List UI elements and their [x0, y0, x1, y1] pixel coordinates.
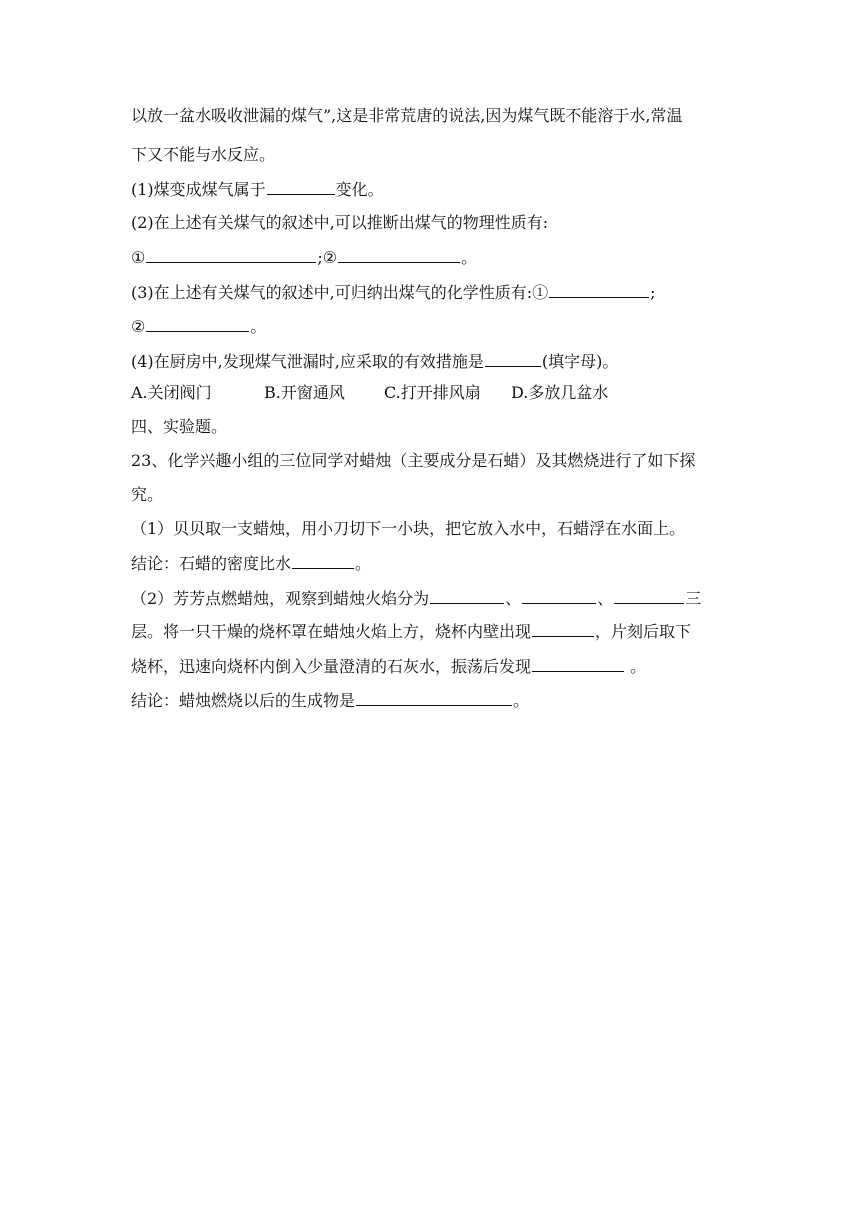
question-text: 、 — [505, 589, 522, 608]
question-text: (2)在上述有关煤气的叙述中,可以推断出煤气的物理性质有: — [131, 213, 549, 232]
question-text: 层。将一只干燥的烧杯罩在蜡烛火焰上方，烧杯内壁出现 — [131, 622, 532, 641]
question-text: （1）贝贝取一支蜡烛，用小刀切下一小块，把它放入水中，石蜡浮在水面上。 — [131, 519, 686, 538]
answer-blank[interactable] — [146, 247, 316, 263]
question-text: 。 — [513, 691, 530, 710]
question-text: (1)煤变成煤气属于 — [131, 180, 266, 199]
option-c[interactable]: C.打开排风扇 — [384, 383, 481, 402]
answer-blank[interactable] — [549, 282, 649, 298]
question-text: (填字母)。 — [541, 352, 619, 371]
question-1 — [131, 179, 384, 200]
answer-blank[interactable] — [356, 690, 512, 706]
conclusion-2 — [131, 690, 529, 711]
question-text: 。 — [355, 554, 372, 573]
section-title: 四、实验题。 — [131, 417, 228, 436]
part-2 — [131, 621, 691, 642]
question-text: 究。 — [131, 485, 164, 504]
part-2 — [131, 656, 646, 677]
question-text: ② — [131, 317, 146, 336]
question-text: 结论：石蜡的密度比水 — [131, 554, 292, 573]
answer-blank[interactable] — [267, 179, 335, 195]
section-heading — [131, 417, 227, 437]
part-2 — [131, 588, 701, 609]
question-text: (4)在厨房中,发现煤气泄漏时,应采取的有效措施是 — [131, 352, 484, 371]
paragraph-text: 下又不能与水反应。 — [131, 145, 276, 164]
answer-blank[interactable] — [292, 553, 354, 569]
answer-blank[interactable] — [146, 316, 249, 332]
question-text: 、 — [597, 589, 614, 608]
question-text: （2）芳芳点燃蜡烛，观察到蜡烛火焰分为 — [131, 589, 430, 608]
question-2 — [131, 213, 548, 233]
part-1 — [131, 519, 685, 539]
answer-blank[interactable] — [485, 351, 541, 367]
option-a[interactable]: A.关闭阀门 — [131, 383, 212, 402]
conclusion-1 — [131, 553, 371, 574]
question-text: 。 — [250, 317, 267, 336]
paragraph-text: 以放一盆水吸收泄漏的煤气”,这是非常荒唐的说法,因为煤气既不能溶于水,常温 — [131, 106, 683, 125]
answer-blank[interactable] — [522, 588, 596, 604]
question-text: 。 — [461, 248, 478, 267]
question-text: 结论：蜡烛燃烧以后的生成物是 — [131, 691, 356, 710]
question-text: ; — [650, 283, 656, 302]
question-23 — [131, 485, 163, 505]
answer-blank[interactable] — [532, 621, 594, 637]
text-line — [131, 145, 275, 165]
answer-blank[interactable] — [430, 588, 504, 604]
question-3 — [131, 282, 656, 303]
question-23 — [131, 451, 695, 471]
text-line — [131, 106, 682, 126]
question-text: 变化。 — [335, 180, 384, 199]
question-text: 烧杯，迅速向烧杯内倒入少量澄清的石灰水，振荡后发现 — [131, 657, 532, 676]
question-text: 23、化学兴趣小组的三位同学对蜡烛（主要成分是石蜡）及其燃烧进行了如下探 — [131, 451, 696, 470]
question-4-options — [131, 383, 608, 403]
question-text: (3)在上述有关煤气的叙述中,可归纳出煤气的化学性质有:① — [131, 283, 549, 302]
question-text: ;② — [317, 248, 338, 267]
question-2-answers — [131, 247, 477, 268]
answer-blank[interactable] — [614, 588, 684, 604]
question-text: 。 — [625, 657, 647, 676]
question-text: 三 — [685, 589, 702, 608]
answer-blank[interactable] — [532, 656, 624, 672]
question-3-second — [131, 316, 266, 337]
answer-blank[interactable] — [338, 247, 460, 263]
option-b[interactable]: B.开窗通风 — [264, 383, 345, 402]
question-4 — [131, 351, 618, 372]
option-d[interactable]: D.多放几盆水 — [511, 383, 609, 402]
question-text: ① — [131, 248, 146, 267]
question-text: ，片刻后取下 — [595, 622, 692, 641]
